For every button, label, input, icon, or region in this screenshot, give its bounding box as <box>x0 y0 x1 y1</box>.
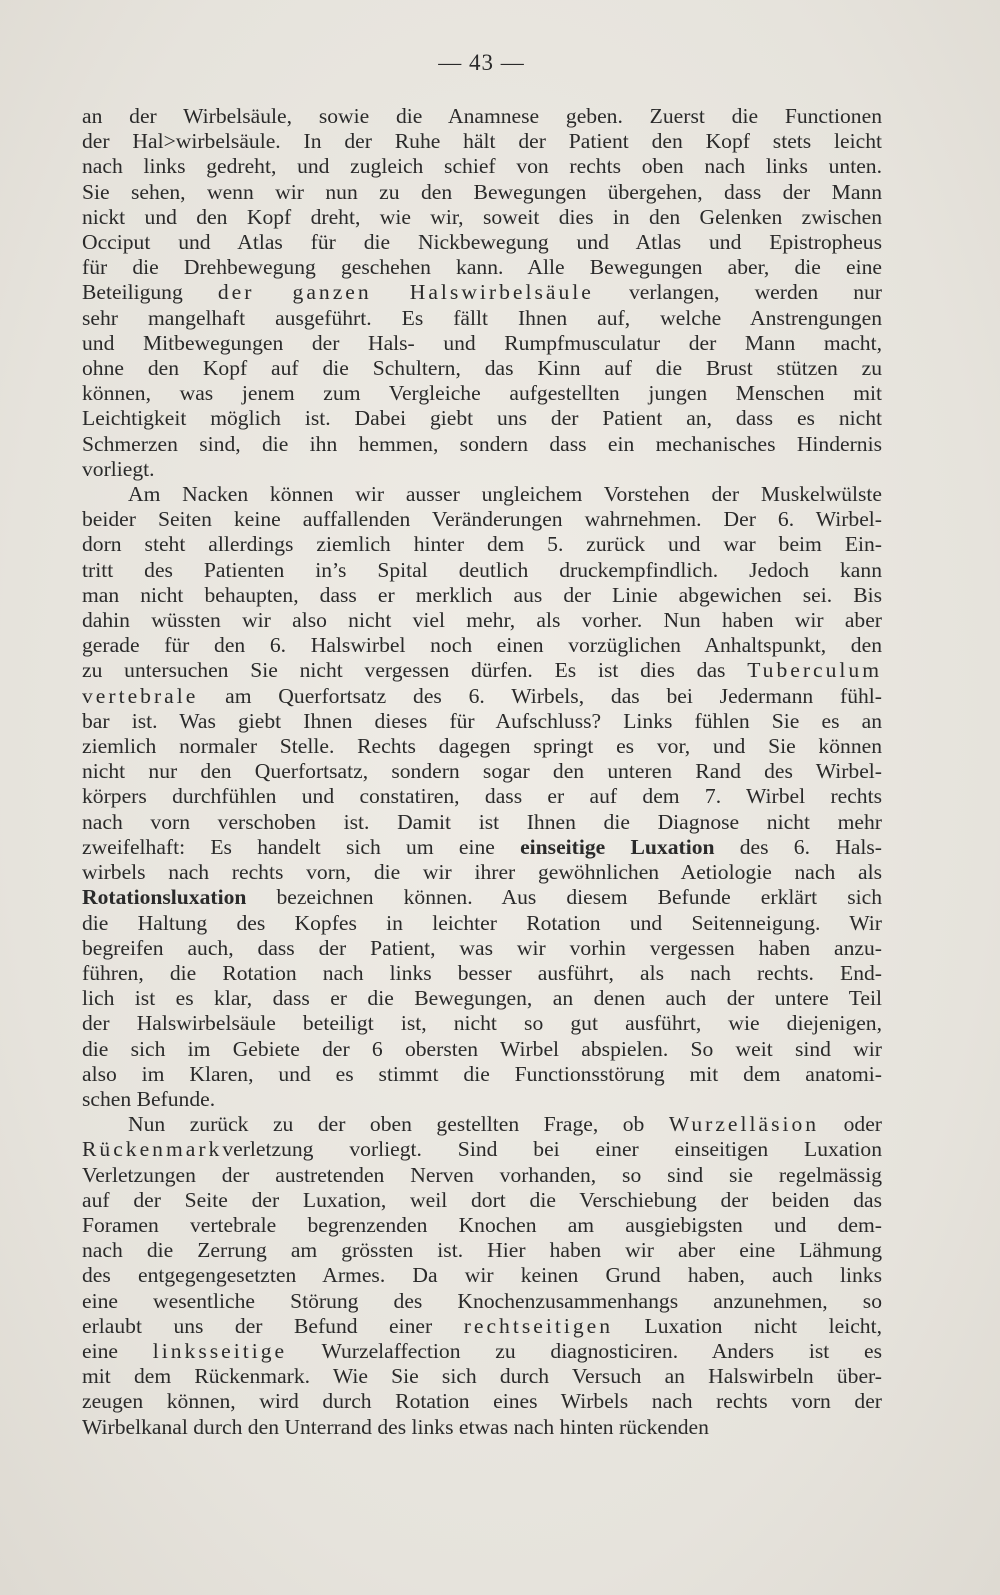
text-run: Schmerzen sind, die ihn hemmen, sondern dass ein mechanisches Hindernis <box>82 431 882 456</box>
text-run: mit dem Rückenmark. Wie Sie sich durch Versuch an Halswirbeln über- <box>82 1364 882 1389</box>
text-line <box>82 1364 882 1389</box>
text-line <box>82 608 882 633</box>
text-run: sehr mangelhaft ausgeführt. Es fällt Ihnen auf, welche Anstrengungen <box>82 305 882 330</box>
text-run: begreifen auch, dass der Patient, was wir vorhin vergessen haben anzu- <box>82 935 882 960</box>
bold-term: einseitige Luxation <box>520 834 715 859</box>
text-line <box>82 306 882 331</box>
text-run: des entgegengesetzten Armes. Da wir keinen Grund haben, auch links <box>82 1263 882 1288</box>
text-run: Sie sehen, wenn wir nun zu den Bewegungen übergehen, dass der Mann <box>82 179 882 204</box>
spaced-term: Wurzelläsion <box>668 1112 820 1137</box>
text-line <box>82 1011 882 1036</box>
text-line <box>82 280 882 305</box>
text-run: gerade für den 6. Halswirbel noch einen vorzüglichen Anhaltspunkt, den <box>82 633 882 658</box>
text-line <box>82 1389 882 1414</box>
spaced-term: linksseitige <box>152 1338 288 1363</box>
text-line <box>82 784 882 809</box>
text-run: die sich im Gebiete der 6 obersten Wirbel abspielen. So weit sind wir <box>82 1036 882 1061</box>
text-line <box>82 1137 882 1162</box>
text-line <box>82 1188 882 1213</box>
text-line <box>82 1339 882 1364</box>
text-run: zweifelhaft: Es handelt sich um eine <box>82 834 521 859</box>
bold-term: Rotationsluxation <box>82 885 247 910</box>
text-run: zu untersuchen Sie nicht vergessen dürfen. Es ist dies das <box>82 658 748 683</box>
spaced-term: Tuberculum <box>747 658 882 683</box>
body-text <box>82 104 882 1440</box>
text-run: zeugen können, wird durch Rotation eines Wirbels nach rechts vorn der <box>82 1389 882 1414</box>
text-line <box>82 835 882 860</box>
text-line <box>82 1037 882 1062</box>
spaced-term: vertebrale <box>82 683 199 708</box>
text-line <box>82 860 882 885</box>
text-run: nach vorn verschoben ist. Damit ist Ihnen die Diagnose nicht mehr <box>82 809 882 834</box>
text-line <box>82 1213 882 1238</box>
text-line <box>82 432 882 457</box>
text-line <box>82 104 882 129</box>
text-run: Foramen vertebrale begrenzenden Knochen am ausgiebigsten und dem- <box>82 1212 882 1237</box>
text-line <box>82 406 882 431</box>
text-line <box>82 936 882 961</box>
text-run: Verletzungen der austretenden Nerven vorhanden, so sind sie regelmässig <box>82 1162 882 1187</box>
text-line <box>82 961 882 986</box>
text-run: ohne den Kopf auf die Schultern, das Kinn auf die Brust stützen zu <box>82 356 882 381</box>
text-run: des 6. Hals- <box>714 834 882 859</box>
text-line <box>82 1314 882 1339</box>
text-run: ziemlich normaler Stelle. Rechts dagegen springt es vor, und Sie können <box>82 734 882 759</box>
text-line <box>82 180 882 205</box>
text-run: oder <box>819 1112 882 1137</box>
text-line <box>82 810 882 835</box>
text-run: Nun zurück zu der oben gestellten Frage, ob <box>128 1112 669 1137</box>
text-run: der Halswirbelsäule beteiligt ist, nicht so gut ausführt, wie diejenigen, <box>82 1011 882 1036</box>
text-line <box>82 129 882 154</box>
text-run: vorliegt. <box>82 456 155 481</box>
text-run: lich ist es klar, dass er die Bewegungen, an denen auch der untere Teil <box>82 986 882 1011</box>
text-run: verlangen, werden nur <box>593 280 883 305</box>
text-line <box>82 1263 882 1288</box>
text-run: auf der Seite der Luxation, weil dort die Verschiebung der beiden das <box>82 1187 882 1212</box>
text-run: und Mitbewegungen der Hals- und Rumpfmusculatur der Mann macht, <box>82 330 882 355</box>
text-line <box>82 885 882 910</box>
text-line <box>82 457 882 482</box>
text-run: schen Befunde. <box>82 1086 216 1111</box>
text-line <box>82 709 882 734</box>
spaced-term: Rückenmark <box>82 1137 223 1162</box>
text-run: können, was jenem zum Vergleiche aufgestellten jungen Menschen mit <box>82 381 882 406</box>
text-run: beider Seiten keine auffallenden Veränderungen wahrnehmen. Der 6. Wirbel- <box>82 507 882 532</box>
text-line <box>82 331 882 356</box>
text-run: also im Klaren, und es stimmt die Functionsstörung mit dem anatomi- <box>82 1061 882 1086</box>
text-line <box>82 1163 882 1188</box>
text-run: die Haltung des Kopfes in leichter Rotation und Seitenneigung. Wir <box>82 910 882 935</box>
text-line <box>82 734 882 759</box>
text-line <box>82 1112 882 1137</box>
text-line <box>82 507 882 532</box>
text-line <box>82 1289 882 1314</box>
text-line <box>82 381 882 406</box>
text-run: erlaubt uns der Befund einer <box>82 1313 464 1338</box>
text-line <box>82 759 882 784</box>
text-line <box>82 558 882 583</box>
text-run: Wurzelaffection zu diagnosticiren. Anders ist es <box>287 1338 882 1363</box>
text-run: nickt und den Kopf dreht, wie wir, soweit dies in den Gelenken zwischen <box>82 204 882 229</box>
text-run: dahin wüssten wir also nicht viel mehr, als vorher. Nun haben wir aber <box>82 608 882 633</box>
text-run: führen, die Rotation nach links besser ausführt, als nach rechts. End- <box>82 960 882 985</box>
text-run: Wirbelkanal durch den Unterrand des links etwas nach hinten rückenden <box>82 1414 709 1439</box>
text-line <box>82 356 882 381</box>
text-line <box>82 230 882 255</box>
text-line <box>82 1062 882 1087</box>
text-run: nicht nur den Querfortsatz, sondern sogar den unteren Rand des Wirbel- <box>82 759 882 784</box>
text-line <box>82 583 882 608</box>
text-line <box>82 205 882 230</box>
text-line <box>82 633 882 658</box>
text-run: Beteiligung <box>82 280 218 305</box>
text-line <box>82 1087 882 1112</box>
text-line <box>82 986 882 1011</box>
text-run: bar ist. Was giebt Ihnen dieses für Aufschluss? Links fühlen Sie es an <box>82 708 882 733</box>
text-run: Am Nacken können wir ausser ungleichem Vorstehen der Muskelwülste <box>128 482 882 507</box>
text-run: man nicht behaupten, dass er merklich aus der Linie abgewichen sei. Bis <box>82 582 882 607</box>
text-run: nach links gedreht, und zugleich schief von rechts oben nach links unten. <box>82 154 882 179</box>
text-line <box>82 482 882 507</box>
text-line <box>82 255 882 280</box>
text-run: bezeichnen können. Aus diesem Befunde erklärt sich <box>246 885 882 910</box>
text-run: am Querfortsatz des 6. Wirbels, das bei Jedermann fühl- <box>198 683 882 708</box>
text-run: tritt des Patienten in’s Spital deutlich druckempfindlich. Jedoch kann <box>82 557 882 582</box>
text-run: an der Wirbelsäule, sowie die Anamnese geben. Zuerst die Functionen <box>82 104 882 128</box>
text-run: eine wesentliche Störung des Knochenzusammenhangs anzunehmen, so <box>82 1288 882 1313</box>
spaced-term: rechtseitigen <box>463 1313 614 1338</box>
text-run: wirbels nach rechts vorn, die wir ihrer gewöhnlichen Aetiologie nach als <box>82 860 882 885</box>
page-number: — 43 — <box>438 50 525 75</box>
text-run: dorn steht allerdings ziemlich hinter dem 5. zurück und war beim Ein- <box>82 532 882 557</box>
text-line <box>82 1238 882 1263</box>
text-run: Occiput und Atlas für die Nickbewegung und Atlas und Epistropheus <box>82 230 882 255</box>
text-line <box>82 658 882 683</box>
text-run: verletzung vorliegt. Sind bei einer einseitigen Luxation <box>222 1137 882 1162</box>
text-line <box>82 532 882 557</box>
text-run: Luxation nicht leicht, <box>613 1313 882 1338</box>
text-run: nach die Zerrung am grössten ist. Hier haben wir aber eine Lähmung <box>82 1238 882 1263</box>
text-run: der Hal>wirbelsäule. In der Ruhe hält der Patient den Kopf stets leicht <box>82 129 882 154</box>
text-line <box>82 911 882 936</box>
text-run: Leichtigkeit möglich ist. Dabei giebt uns der Patient an, dass es nicht <box>82 406 882 431</box>
text-run: körpers durchfühlen und constatiren, dass er auf dem 7. Wirbel rechts <box>82 784 882 809</box>
text-run: für die Drehbewegung geschehen kann. Alle Bewegungen aber, die eine <box>82 255 882 280</box>
text-line <box>82 1415 882 1440</box>
text-line <box>82 154 882 179</box>
text-line <box>82 684 882 709</box>
spaced-term: der ganzen Halswirbelsäule <box>217 280 594 305</box>
text-run: eine <box>82 1338 153 1363</box>
